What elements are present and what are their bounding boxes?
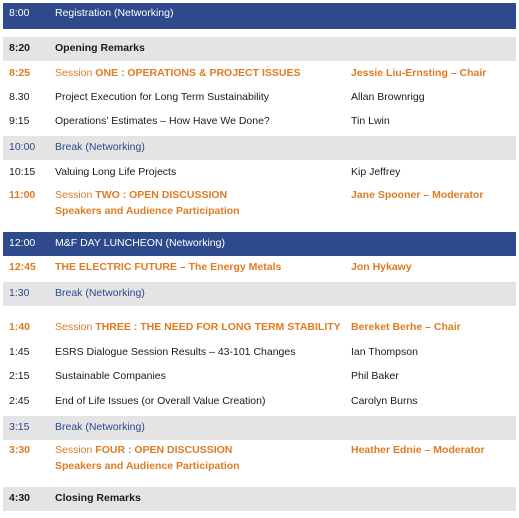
title-cell: Valuing Long Life Projects [55,166,177,178]
agenda-row-electric-future [3,258,516,280]
time-cell: 3:15 [9,421,30,433]
time-cell: 8.30 [9,91,30,103]
agenda-row-break-315 [3,416,516,440]
agenda-row-sustainable-companies [3,366,516,388]
title-cell: Registration (Networking) [55,7,174,19]
time-cell: 3:30 [9,444,31,456]
speaker-cell: Jon Hykawy [351,261,412,273]
time-cell: 10:15 [9,166,36,178]
session-subtitle: Speakers and Audience Participation [55,460,240,472]
title-cell: Opening Remarks [55,42,145,54]
agenda-row-registration [3,3,516,29]
agenda-row-esrs-dialogue [3,342,516,364]
speaker-cell: Tin Lwin [351,115,390,127]
session-title [55,444,232,456]
time-cell: 8:20 [9,42,31,54]
agenda-row-valuing-long-life [3,162,516,184]
time-cell: 1:30 [9,287,30,299]
speaker-cell: Phil Baker [351,370,399,382]
title-cell: THE ELECTRIC FUTURE – The Energy Metals [55,261,282,273]
time-cell: 8:00 [9,7,30,19]
speaker-cell: Ian Thompson [351,346,418,358]
session-topic: : OPEN DISCUSSION [125,444,233,456]
session-title [55,189,227,201]
title-cell: Break (Networking) [55,287,145,299]
title-cell: Sustainable Companies [55,370,166,382]
speaker-cell: Bereket Berhe – Chair [351,321,461,333]
session-title [55,321,341,333]
time-cell: 12:45 [9,261,36,273]
title-cell: Project Execution for Long Term Sustainability [55,91,269,103]
session-number: THREE [95,321,131,333]
time-cell: 1:40 [9,321,31,333]
speaker-cell: Kip Jeffrey [351,166,401,178]
session-prefix: Session [55,321,96,333]
agenda-row-session-one [3,63,516,85]
speaker-cell: Heather Ednie – Moderator [351,444,485,456]
title-cell: M&F DAY LUNCHEON (Networking) [55,237,225,249]
agenda-row-session-two [3,186,516,222]
session-number: ONE [95,67,119,79]
agenda-row-break-1000 [3,136,516,160]
agenda-row-closing-remarks [3,487,516,511]
title-cell: ESRS Dialogue Session Results – 43-101 Changes [55,346,296,358]
agenda-row-project-execution [3,87,516,109]
agenda-row-break-130 [3,282,516,306]
time-cell: 4:30 [9,492,31,504]
title-cell: Operations’ Estimates – How Have We Done? [55,115,270,127]
time-cell: 2:45 [9,395,30,407]
session-number: FOUR [95,444,126,456]
speaker-cell: Carolyn Burns [351,395,418,407]
time-cell: 8:25 [9,67,31,79]
time-cell: 12:00 [9,237,36,249]
title-cell: Break (Networking) [55,141,145,153]
session-prefix: Session [55,444,96,456]
session-topic: : OPEN DISCUSSION [119,189,228,201]
agenda-row-session-four [3,441,516,477]
session-prefix: Session [55,67,96,79]
agenda-row-opening-remarks [3,37,516,61]
session-prefix: Session [55,189,96,201]
time-cell: 11:00 [9,189,36,201]
agenda-row-luncheon [3,232,516,256]
session-number: TWO [95,189,120,201]
session-topic: : OPERATIONS & PROJECT ISSUES [118,67,301,79]
title-cell: Break (Networking) [55,421,145,433]
time-cell: 10:00 [9,141,36,153]
agenda-row-session-three [3,317,516,339]
speaker-cell: Jane Spooner – Moderator [351,189,484,201]
agenda-row-end-of-life [3,391,516,413]
speaker-cell: Allan Brownrigg [351,91,425,103]
time-cell: 1:45 [9,346,30,358]
session-topic: : THE NEED FOR LONG TERM STABILITY [130,321,341,333]
title-cell: End of Life Issues (or Overall Value Creation) [55,395,266,407]
time-cell: 9:15 [9,115,30,127]
agenda-row-operations-estimates [3,111,516,133]
session-title [55,67,300,79]
speaker-cell: Jessie Liu-Ernsting – Chair [351,67,487,79]
session-subtitle: Speakers and Audience Participation [55,205,240,217]
title-cell: Closing Remarks [55,492,141,504]
time-cell: 2:15 [9,370,30,382]
